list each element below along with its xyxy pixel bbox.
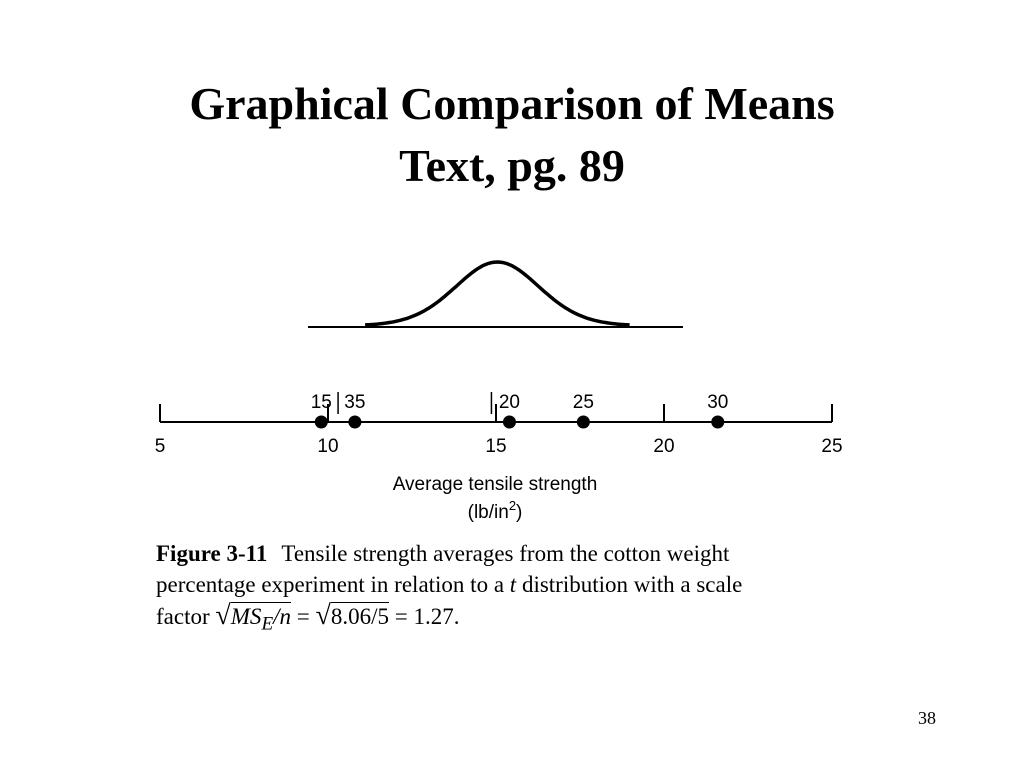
ms-e-over-n (230, 602, 292, 635)
caption-text-2b: distribution with a scale (516, 572, 743, 597)
x-axis-label: Average tensile strength (392, 474, 598, 495)
x-tick-label: 25 (821, 436, 843, 457)
x-axis-units: $(lb/in^2)$ (467, 498, 523, 523)
data-point (348, 416, 361, 429)
x-tick-label: 15 (485, 436, 507, 457)
caption-text-1: Tensile strength averages from the cotton weight (281, 541, 730, 566)
caption-line-1 (156, 538, 856, 569)
data-point (315, 416, 328, 429)
caption-text-2a: percentage experiment in relation to a (156, 572, 510, 597)
sqrt-symbol-1: √ (215, 600, 231, 631)
caption-t-symbol: t (509, 572, 517, 597)
data-point-label: 20 (498, 392, 521, 413)
sqrt-symbol-2: √ (315, 600, 331, 631)
data-point (503, 416, 516, 429)
data-point-label: 30 (707, 392, 729, 413)
data-point-label: 35 (344, 392, 366, 413)
slide-title: Graphical Comparison of Means (189, 78, 835, 129)
equals-result: = 1.27. (389, 604, 460, 629)
figure-label: Figure 3-11 (156, 541, 268, 566)
slide-subtitle: Text, pg. 89 (399, 140, 625, 191)
ms-symbol: MS (230, 604, 262, 629)
ms-subscript: E (261, 613, 274, 635)
caption-text-3a: factor (156, 604, 216, 629)
x-tick-label: 20 (653, 436, 675, 457)
page-number: 38 (918, 708, 936, 728)
data-point-label: 25 (572, 392, 594, 413)
x-axis-ticks (160, 404, 832, 422)
t-distribution-curve (365, 262, 629, 325)
caption-line-3 (156, 600, 856, 640)
x-tick-label: 10 (317, 436, 339, 457)
figure-caption (156, 538, 856, 640)
data-point (711, 416, 724, 429)
data-point-labels (311, 392, 729, 414)
sqrt-expression: 8.06/5 (330, 604, 390, 629)
over-n: /n (273, 604, 292, 629)
x-axis-tick-labels (155, 436, 843, 457)
x-tick-label: 5 (154, 436, 166, 457)
caption-line-2 (156, 569, 856, 600)
equals-1: = (291, 604, 316, 629)
data-point-label: 15 (310, 392, 332, 413)
data-point (577, 416, 590, 429)
